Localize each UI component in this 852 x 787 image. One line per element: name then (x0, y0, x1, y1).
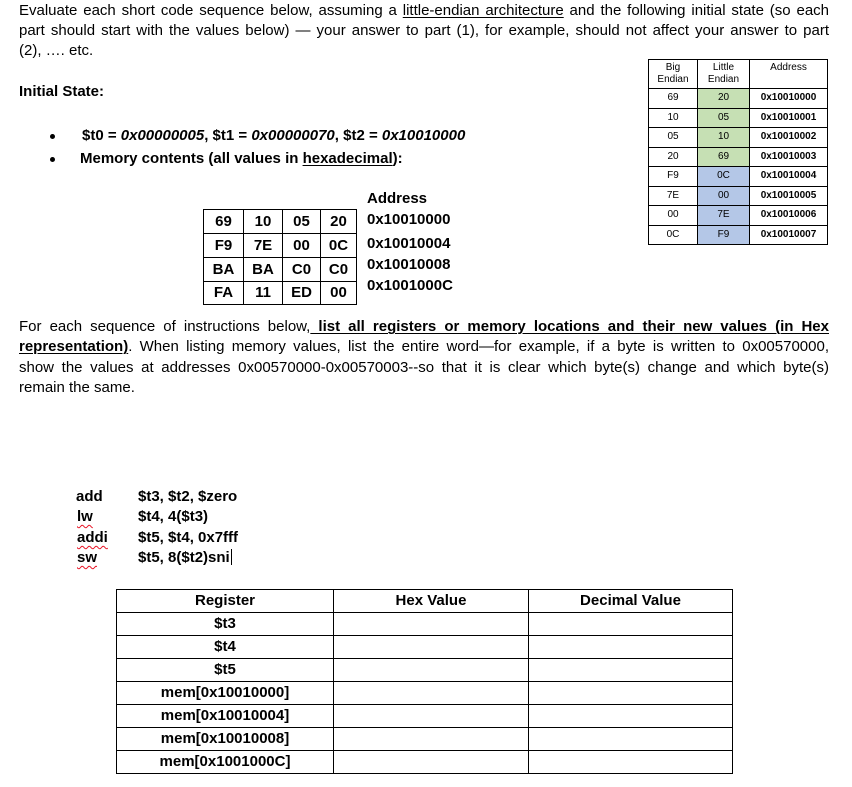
table-row (117, 751, 733, 774)
little-endian-cell: 0C (698, 167, 750, 187)
hex-value-cell[interactable] (334, 636, 529, 659)
endian-row (649, 225, 828, 245)
register-label: , $t1 = (204, 127, 252, 144)
memory-byte-cell: 05 (283, 210, 321, 234)
intro-text: Evaluate each short code sequence below, assuming a (19, 2, 403, 19)
code-operands-line (138, 548, 232, 568)
little-endian-cell: 69 (698, 147, 750, 167)
memory-byte-cell: ED (283, 282, 321, 305)
address-cell: 0x10010006 (750, 206, 828, 226)
memory-contents-label (80, 149, 403, 169)
instructions-line-3: show the values at addresses 0x00570000-0x00570003--so that it is clear which byte(s) change and which byte(s) (19, 359, 829, 376)
memory-row-address: 0x10010004 (367, 235, 451, 252)
big-endian-header-label: Big Endian (657, 62, 689, 85)
memory-row (204, 234, 357, 258)
memory-byte-cell: 00 (321, 282, 357, 305)
endian-header-row (649, 60, 828, 89)
little-endian-cell: 00 (698, 186, 750, 206)
table-row (117, 682, 733, 705)
little-endian-header (698, 60, 750, 89)
big-endian-cell: 69 (649, 89, 698, 109)
instructions-emphasis: list all registers or memory locations and their new values (in Hex (310, 318, 829, 335)
answer-table (116, 589, 733, 774)
endian-row (649, 89, 828, 109)
endian-row (649, 128, 828, 148)
code-operands: $t5, 8($t2)sni (138, 549, 230, 566)
register-value: 0x10010000 (381, 127, 466, 144)
memory-byte-cell: 69 (204, 210, 244, 234)
register-value: 0x00000070 (251, 127, 335, 144)
big-endian-cell: 00 (649, 206, 698, 226)
memory-byte-cell: 7E (244, 234, 283, 258)
memory-label-text: ): (392, 150, 403, 167)
decimal-value-cell[interactable] (529, 613, 733, 636)
memory-byte-cell: 00 (283, 234, 321, 258)
address-cell: 0x10010001 (750, 108, 828, 128)
register-label: , $t2 = (334, 127, 382, 144)
decimal-value-cell[interactable] (529, 682, 733, 705)
register-value: 0x00000005 (120, 127, 205, 144)
memory-row (204, 210, 357, 234)
instructions-text: For each sequence of instructions below, (19, 318, 311, 335)
register-cell: $t4 (117, 636, 334, 659)
memory-byte-cell: BA (244, 258, 283, 282)
memory-label-text: Memory contents (all values in (80, 150, 303, 167)
address-cell: 0x10010000 (750, 89, 828, 109)
misspelled-word: sw (77, 549, 98, 566)
big-endian-cell: 10 (649, 108, 698, 128)
endian-row (649, 206, 828, 226)
endian-row (649, 108, 828, 128)
hex-value-cell[interactable] (334, 728, 529, 751)
table-row (117, 728, 733, 751)
memory-row-address: 0x10010008 (367, 256, 451, 273)
table-row (117, 659, 733, 682)
memory-row-address: 0x10010000 (367, 211, 451, 228)
memory-address-header: Address (367, 190, 428, 207)
little-endian-cell: 20 (698, 89, 750, 109)
memory-row (204, 282, 357, 305)
little-endian-cell: F9 (698, 225, 750, 245)
register-cell: mem[0x10010000] (117, 682, 334, 705)
big-endian-cell: 20 (649, 147, 698, 167)
register-cell: $t5 (117, 659, 334, 682)
big-endian-cell: 7E (649, 186, 698, 206)
memory-row-address: 0x1001000C (367, 277, 453, 294)
instructions-line-2 (19, 337, 829, 357)
address-cell: 0x10010005 (750, 186, 828, 206)
misspelled-word: lw (77, 508, 93, 525)
memory-byte-cell: F9 (204, 234, 244, 258)
hex-value-cell[interactable] (334, 705, 529, 728)
address-cell: 0x10010007 (750, 225, 828, 245)
decimal-value-cell[interactable] (529, 636, 733, 659)
address-cell: 0x10010002 (750, 128, 828, 148)
register-cell: $t3 (117, 613, 334, 636)
code-opcode (77, 507, 93, 527)
hex-value-cell[interactable] (334, 682, 529, 705)
memory-contents-table (203, 209, 357, 305)
register-label: $t0 = (82, 127, 121, 144)
decimal-value-cell[interactable] (529, 728, 733, 751)
endian-row (649, 167, 828, 187)
instructions-line-4: remain the same. (19, 379, 135, 396)
register-initial-values (82, 126, 465, 146)
intro-line-2: part should start with the values below) — your answer to part (1), for example, should not affect your answer to part (19, 22, 829, 39)
endian-row (649, 186, 828, 206)
instructions-emphasis: representation) (19, 338, 129, 355)
memory-byte-cell: 20 (321, 210, 357, 234)
little-endian-cell: 05 (698, 108, 750, 128)
address-cell: 0x10010003 (750, 147, 828, 167)
little-endian-underlined-text: little-endian architecture (402, 2, 564, 19)
address-cell: 0x10010004 (750, 167, 828, 187)
big-endian-cell: 05 (649, 128, 698, 148)
register-cell: mem[0x1001000C] (117, 751, 334, 774)
little-endian-cell: 10 (698, 128, 750, 148)
decimal-value-cell[interactable] (529, 659, 733, 682)
register-cell: mem[0x10010004] (117, 705, 334, 728)
instructions-line-1 (19, 317, 829, 337)
hexadecimal-underlined-text: hexadecimal (302, 150, 393, 167)
intro-line-3: (2), …. etc. (19, 42, 94, 59)
little-endian-header-label: Little Endian (707, 62, 740, 85)
code-operands: $t4, 4($t3) (138, 508, 209, 525)
memory-byte-cell: 10 (244, 210, 283, 234)
register-column-header: Register (117, 590, 334, 613)
register-cell: mem[0x10010008] (117, 728, 334, 751)
text-cursor (231, 549, 232, 565)
code-opcode: add (76, 488, 103, 505)
table-row (117, 613, 733, 636)
intro-text: and the following initial state (so each (563, 2, 829, 19)
hex-value-cell[interactable] (334, 751, 529, 774)
memory-byte-cell: 11 (244, 282, 283, 305)
big-endian-cell: 0C (649, 225, 698, 245)
memory-row (204, 258, 357, 282)
big-endian-header (649, 60, 698, 89)
answer-header-row (117, 590, 733, 613)
hex-value-cell[interactable] (334, 613, 529, 636)
memory-byte-cell: FA (204, 282, 244, 305)
address-header: Address (750, 60, 828, 89)
hex-value-cell[interactable] (334, 659, 529, 682)
table-row (117, 705, 733, 728)
code-opcode (77, 548, 97, 568)
memory-byte-cell: BA (204, 258, 244, 282)
hex-value-column-header: Hex Value (334, 590, 529, 613)
memory-byte-cell: C0 (321, 258, 357, 282)
bullet-icon (50, 157, 55, 162)
decimal-value-column-header: Decimal Value (529, 590, 733, 613)
instructions-text: . When listing memory values, list the entire word—for example, if a byte is written to 0x00570000, (128, 338, 829, 355)
intro-line-1 (19, 1, 829, 21)
code-operands: $t3, $t2, $zero (138, 488, 238, 505)
decimal-value-cell[interactable] (529, 751, 733, 774)
memory-byte-cell: 0C (321, 234, 357, 258)
endian-row (649, 147, 828, 167)
memory-byte-cell: C0 (283, 258, 321, 282)
misspelled-word: addi (77, 529, 108, 546)
initial-state-heading: Initial State: (19, 83, 105, 100)
big-endian-cell: F9 (649, 167, 698, 187)
bullet-icon (50, 134, 55, 139)
endianness-table (648, 59, 828, 245)
code-opcode (77, 528, 108, 548)
little-endian-cell: 7E (698, 206, 750, 226)
decimal-value-cell[interactable] (529, 705, 733, 728)
code-operands: $t5, $t4, 0x7fff (138, 529, 239, 546)
table-row (117, 636, 733, 659)
